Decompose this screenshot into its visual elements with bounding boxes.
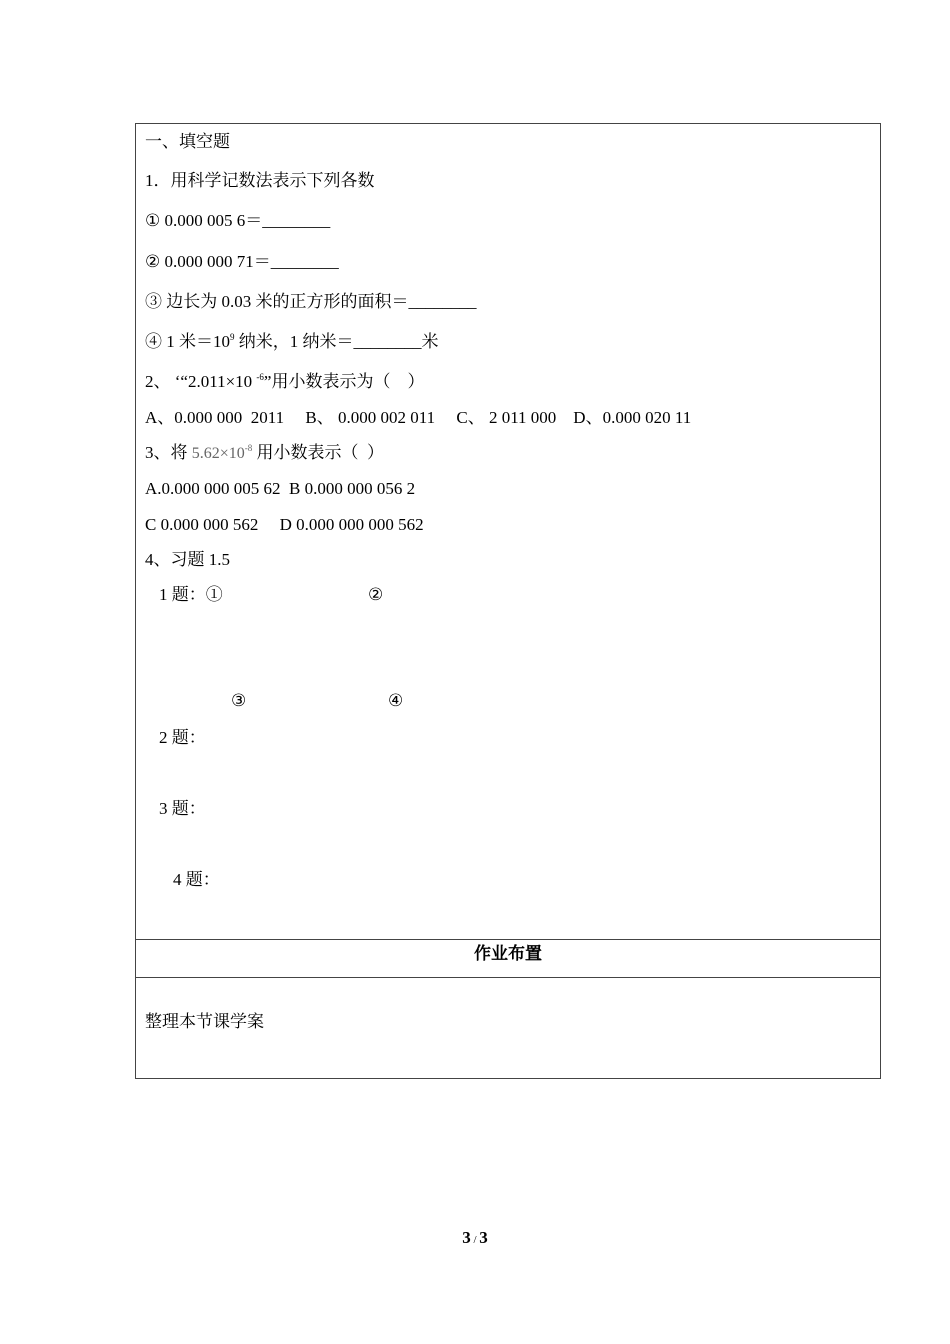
page-number xyxy=(0,1228,950,1248)
q3-scientific-number xyxy=(192,445,253,462)
question-1-prompt: 1．用科学记数法表示下列各数 xyxy=(145,171,375,190)
homework-title: 作业布置 xyxy=(474,944,542,963)
question-3-prompt xyxy=(145,443,384,464)
question-3-options-2: C 0.000 000 562 D 0.000 000 000 562 xyxy=(145,515,424,534)
q3-sci-exponent: -8 xyxy=(244,443,253,453)
page-total: 3 xyxy=(479,1228,488,1247)
exercise-4-label: 4 题： xyxy=(173,870,220,889)
question-1-item-4 xyxy=(145,332,439,352)
divider-homework-top xyxy=(136,939,880,940)
exercise-2-label: 2 题： xyxy=(159,728,206,747)
q3-text-b: 用小数表示（ ） xyxy=(252,443,385,462)
exercise-1-label: 1 题：① xyxy=(159,585,223,604)
question-2-prompt xyxy=(145,372,424,392)
item-4-text-b: 纳米，1 纳米＝________米 xyxy=(234,332,439,351)
q2-exponent: -6 xyxy=(256,372,264,382)
section-title: 一、填空题 xyxy=(145,132,230,151)
exercise-1-circle-2: ② xyxy=(368,585,384,604)
question-1-item-1: ① 0.000 005 6＝________ xyxy=(145,211,331,230)
question-3-options-1: A.0.000 000 005 62 B 0.000 000 056 2 xyxy=(145,479,416,498)
item-4-text-a: ④ 1 米＝10 xyxy=(145,332,230,351)
item-4-exponent: 9 xyxy=(230,332,235,342)
exercise-1-circle-3: ③ xyxy=(231,691,247,710)
question-4-prompt: 4、习题 1.5 xyxy=(145,550,230,569)
q3-sci-base: 5.62×10 xyxy=(191,445,245,462)
question-2-options: A、0.000 000 2011 B、 0.000 002 011 C、 2 011 000 D、0.000 020 11 xyxy=(145,408,692,427)
q2-text-a: 2、 ‘“2.011×10 xyxy=(145,372,257,391)
divider-homework-bottom xyxy=(136,977,880,978)
question-1-item-2: ② 0.000 000 71＝________ xyxy=(145,252,339,271)
q3-text-a: 3、将 xyxy=(145,443,192,462)
homework-content: 整理本节课学案 xyxy=(145,1012,264,1031)
page-separator: / xyxy=(470,1234,480,1246)
q2-text-b: ”用小数表示为（ ） xyxy=(263,372,425,391)
page-current: 3 xyxy=(462,1228,471,1247)
exercise-3-label: 3 题： xyxy=(159,799,206,818)
question-1-item-3: ③ 边长为 0.03 米的正方形的面积＝________ xyxy=(145,292,477,311)
worksheet-table xyxy=(135,123,881,1079)
exercise-1-circle-4: ④ xyxy=(388,691,404,710)
